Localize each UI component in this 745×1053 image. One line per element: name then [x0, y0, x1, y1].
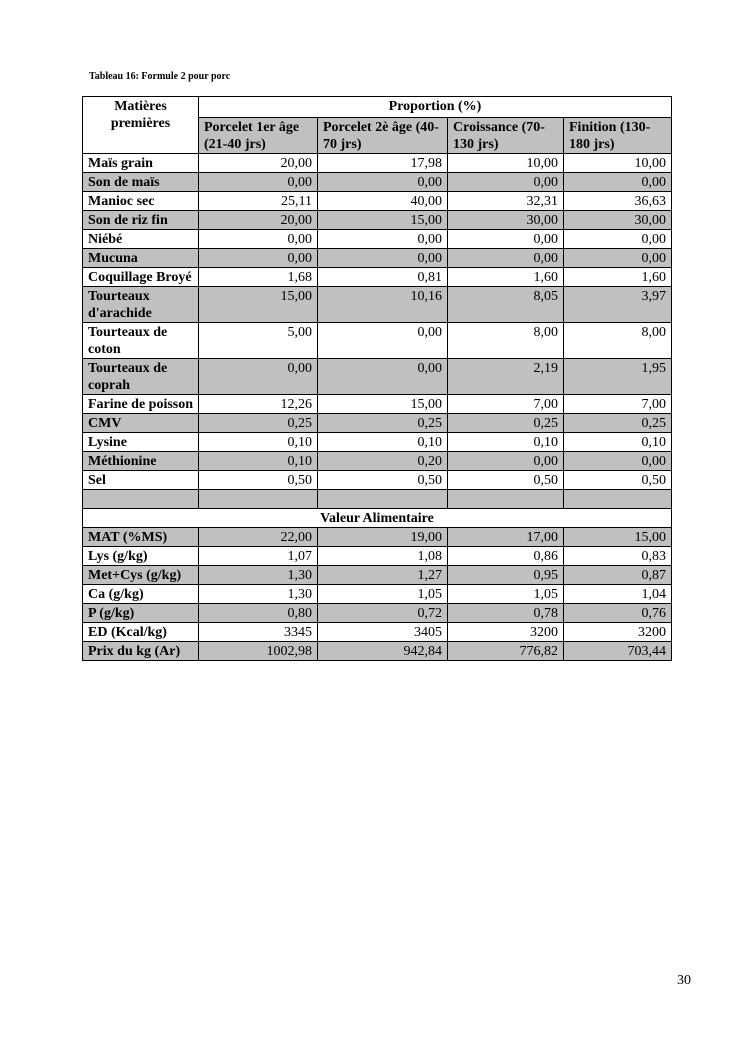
value-cell: 0,00 — [448, 230, 564, 249]
row-label: Sel — [83, 471, 199, 490]
value-cell: 8,00 — [448, 323, 564, 359]
header-matieres: Matières premières — [83, 97, 199, 154]
value-cell: 1,68 — [199, 268, 318, 287]
value-cell: 3405 — [318, 623, 448, 642]
row-label: P (g/kg) — [83, 604, 199, 623]
table-row — [83, 211, 672, 230]
table-caption: Tableau 16: Formule 2 pour porc — [89, 71, 231, 82]
value-cell: 0,00 — [448, 249, 564, 268]
value-cell: 0,00 — [564, 452, 672, 471]
value-cell: 0,83 — [564, 547, 672, 566]
row-label: Coquillage Broyé — [83, 268, 199, 287]
row-label: Tourteaux de coprah — [83, 359, 199, 395]
value-cell: 0,00 — [199, 249, 318, 268]
row-label: Ca (g/kg) — [83, 585, 199, 604]
row-label: Son de maïs — [83, 173, 199, 192]
value-cell: 15,00 — [199, 287, 318, 323]
header-stage: Porcelet 1er âge (21-40 jrs) — [199, 118, 318, 154]
value-cell: 0,00 — [318, 249, 448, 268]
value-cell: 7,00 — [564, 395, 672, 414]
header-stage: Porcelet 2è âge (40-70 jrs) — [318, 118, 448, 154]
value-cell: 0,10 — [318, 433, 448, 452]
ingredients-body — [83, 154, 672, 490]
table-row — [83, 623, 672, 642]
value-cell: 7,00 — [448, 395, 564, 414]
value-cell: 0,00 — [564, 173, 672, 192]
value-cell: 0,00 — [318, 359, 448, 395]
table-row — [83, 471, 672, 490]
value-cell: 0,50 — [564, 471, 672, 490]
empty-row — [83, 490, 672, 509]
header-stage: Croissance (70-130 jrs) — [448, 118, 564, 154]
value-cell: 30,00 — [564, 211, 672, 230]
value-cell: 0,81 — [318, 268, 448, 287]
table-row — [83, 287, 672, 323]
value-cell: 8,00 — [564, 323, 672, 359]
value-cell: 0,00 — [199, 359, 318, 395]
table-row — [83, 528, 672, 547]
table-row — [83, 249, 672, 268]
value-cell: 10,16 — [318, 287, 448, 323]
table-row — [83, 192, 672, 211]
table-row — [83, 414, 672, 433]
empty-cell — [564, 490, 672, 509]
formula-table — [82, 96, 672, 661]
row-label: Maïs grain — [83, 154, 199, 173]
value-cell: 10,00 — [564, 154, 672, 173]
empty-cell — [318, 490, 448, 509]
value-cell: 0,25 — [318, 414, 448, 433]
value-cell: 0,80 — [199, 604, 318, 623]
row-label: Lysine — [83, 433, 199, 452]
row-label: Met+Cys (g/kg) — [83, 566, 199, 585]
value-cell: 20,00 — [199, 211, 318, 230]
table-row — [83, 323, 672, 359]
empty-cell — [83, 490, 199, 509]
value-cell: 0,00 — [318, 323, 448, 359]
value-cell: 17,98 — [318, 154, 448, 173]
header-proportion: Proportion (%) — [199, 97, 672, 118]
value-cell: 1,07 — [199, 547, 318, 566]
section-row — [83, 509, 672, 528]
row-label: Tourteaux d'arachide — [83, 287, 199, 323]
value-cell: 0,76 — [564, 604, 672, 623]
value-cell: 1,60 — [564, 268, 672, 287]
value-cell: 3200 — [448, 623, 564, 642]
value-cell: 0,00 — [448, 452, 564, 471]
row-label: CMV — [83, 414, 199, 433]
value-cell: 10,00 — [448, 154, 564, 173]
value-cell: 0,86 — [448, 547, 564, 566]
value-cell: 15,00 — [318, 211, 448, 230]
table-row — [83, 452, 672, 471]
value-cell: 1,08 — [318, 547, 448, 566]
value-cell: 0,00 — [318, 230, 448, 249]
value-cell: 32,31 — [448, 192, 564, 211]
value-cell: 3,97 — [564, 287, 672, 323]
value-cell: 0,00 — [199, 173, 318, 192]
value-cell: 17,00 — [448, 528, 564, 547]
value-cell: 0,25 — [564, 414, 672, 433]
spacer-body — [83, 490, 672, 528]
value-cell: 0,00 — [564, 230, 672, 249]
value-cell: 0,20 — [318, 452, 448, 471]
row-label: ED (Kcal/kg) — [83, 623, 199, 642]
table-row — [83, 547, 672, 566]
value-cell: 8,05 — [448, 287, 564, 323]
value-cell: 1,27 — [318, 566, 448, 585]
value-cell: 15,00 — [318, 395, 448, 414]
table-row — [83, 230, 672, 249]
value-cell: 0,10 — [199, 452, 318, 471]
table-row — [83, 173, 672, 192]
row-label: MAT (%MS) — [83, 528, 199, 547]
nutrition-body — [83, 528, 672, 661]
value-cell: 0,10 — [199, 433, 318, 452]
row-label: Son de riz fin — [83, 211, 199, 230]
row-label: Lys (g/kg) — [83, 547, 199, 566]
value-cell: 1,04 — [564, 585, 672, 604]
value-cell: 20,00 — [199, 154, 318, 173]
value-cell: 19,00 — [318, 528, 448, 547]
value-cell: 1,30 — [199, 566, 318, 585]
value-cell: 5,00 — [199, 323, 318, 359]
value-cell: 3345 — [199, 623, 318, 642]
value-cell: 942,84 — [318, 642, 448, 661]
value-cell: 0,10 — [448, 433, 564, 452]
value-cell: 0,25 — [199, 414, 318, 433]
table-row — [83, 154, 672, 173]
value-cell: 0,10 — [564, 433, 672, 452]
table-row — [83, 585, 672, 604]
value-cell: 0,00 — [448, 173, 564, 192]
table-row — [83, 642, 672, 661]
nutrition-section-title: Valeur Alimentaire — [83, 509, 672, 528]
row-label: Tourteaux de coton — [83, 323, 199, 359]
value-cell: 0,50 — [448, 471, 564, 490]
value-cell: 1002,98 — [199, 642, 318, 661]
value-cell: 0,78 — [448, 604, 564, 623]
value-cell: 1,05 — [448, 585, 564, 604]
value-cell: 0,25 — [448, 414, 564, 433]
row-label: Farine de poisson — [83, 395, 199, 414]
empty-cell — [448, 490, 564, 509]
value-cell: 703,44 — [564, 642, 672, 661]
value-cell: 0,00 — [564, 249, 672, 268]
value-cell: 25,11 — [199, 192, 318, 211]
row-label: Manioc sec — [83, 192, 199, 211]
value-cell: 15,00 — [564, 528, 672, 547]
value-cell: 1,05 — [318, 585, 448, 604]
value-cell: 1,95 — [564, 359, 672, 395]
value-cell: 0,50 — [199, 471, 318, 490]
value-cell: 0,00 — [199, 230, 318, 249]
row-label: Niébé — [83, 230, 199, 249]
row-label: Prix du kg (Ar) — [83, 642, 199, 661]
value-cell: 30,00 — [448, 211, 564, 230]
value-cell: 0,00 — [318, 173, 448, 192]
empty-cell — [199, 490, 318, 509]
value-cell: 3200 — [564, 623, 672, 642]
table-row — [83, 604, 672, 623]
table-row — [83, 433, 672, 452]
value-cell: 0,95 — [448, 566, 564, 585]
value-cell: 36,63 — [564, 192, 672, 211]
value-cell: 40,00 — [318, 192, 448, 211]
page-number: 30 — [677, 973, 691, 988]
table-row — [83, 566, 672, 585]
table-row — [83, 395, 672, 414]
table-row — [83, 268, 672, 287]
value-cell: 0,87 — [564, 566, 672, 585]
header-stage: Finition (130-180 jrs) — [564, 118, 672, 154]
value-cell: 0,72 — [318, 604, 448, 623]
value-cell: 2,19 — [448, 359, 564, 395]
table-row — [83, 359, 672, 395]
value-cell: 776,82 — [448, 642, 564, 661]
value-cell: 0,50 — [318, 471, 448, 490]
value-cell: 12,26 — [199, 395, 318, 414]
value-cell: 22,00 — [199, 528, 318, 547]
row-label: Méthionine — [83, 452, 199, 471]
value-cell: 1,30 — [199, 585, 318, 604]
row-label: Mucuna — [83, 249, 199, 268]
value-cell: 1,60 — [448, 268, 564, 287]
